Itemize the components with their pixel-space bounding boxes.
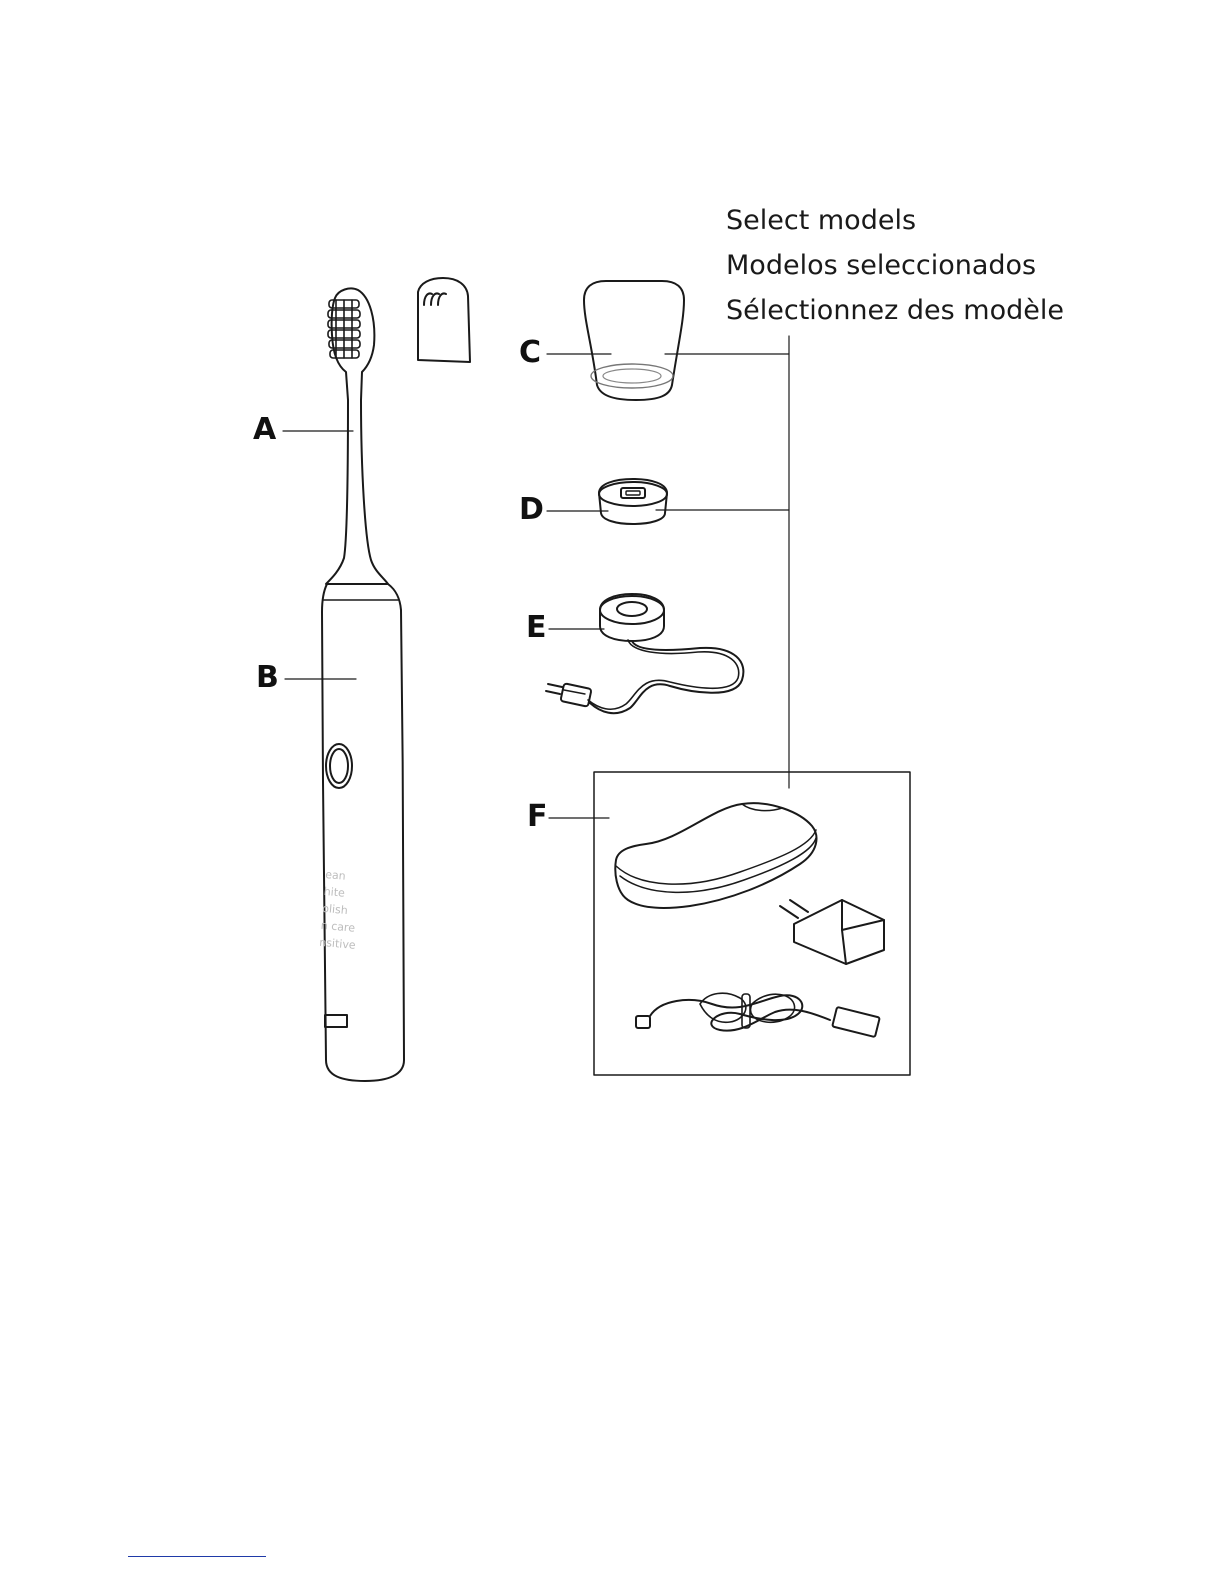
label-b: B (256, 660, 279, 695)
label-c: C (519, 335, 542, 370)
label-f: F (527, 799, 548, 834)
handle-mode-5: nsitive (318, 935, 357, 952)
charging-glass (584, 281, 684, 400)
leader-lines (283, 336, 789, 818)
wall-adapter (780, 900, 884, 964)
label-a: A (253, 412, 277, 447)
handle-mode-4: n care (320, 918, 356, 935)
brush-head (326, 288, 388, 584)
select-models-es: Modelos seleccionados (726, 250, 1037, 281)
glass-stand (599, 479, 667, 524)
usb-cable (636, 993, 880, 1037)
handle-mode-text (319, 866, 363, 954)
select-models-en: Select models (726, 205, 917, 236)
label-e: E (526, 610, 547, 645)
select-models-fr: Sélectionnez des modèle (726, 295, 1064, 326)
brush-handle (322, 584, 404, 1081)
handle-mode-3: olish (321, 901, 349, 918)
handle-mode-2: hite (323, 884, 346, 900)
handle-mode-1: ean (324, 867, 347, 883)
brush-cap (418, 278, 470, 362)
travel-case-box (594, 772, 910, 1075)
label-d: D (519, 492, 544, 527)
footer-link-underline (128, 1556, 266, 1557)
bristles (328, 300, 360, 358)
travel-case (615, 803, 816, 908)
charger (546, 594, 743, 713)
